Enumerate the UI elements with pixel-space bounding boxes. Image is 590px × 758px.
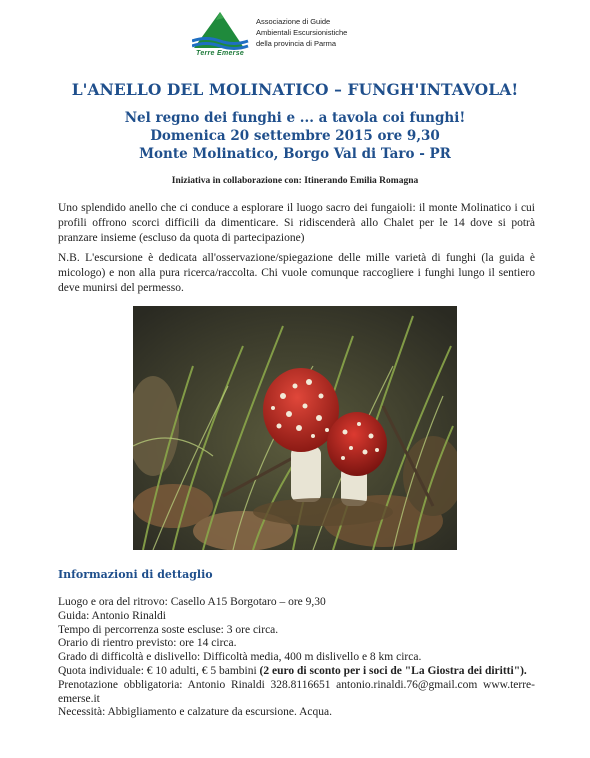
details-heading: Informazioni di dettaglio [58, 568, 213, 581]
logo-wordmark: Terre Emerse [196, 50, 245, 57]
detail-booking: Prenotazione obbligatoria: Antonio Rinaldi 328.8116651 antonio.rinaldi.76@gmail.com www.terre-emerse.it [58, 678, 535, 705]
event-location: Monte Molinatico, Borgo Val di Taro - PR [139, 146, 451, 162]
collaboration-note: Iniziativa in collaborazione con: Itinerando Emilia Romagna [171, 176, 419, 186]
detail-fee-amount: Quota individuale: € 10 adulti, € 5 bambini [58, 664, 260, 677]
detail-requirements: Necessità: Abbigliamento e calzature da escursione. Acqua. [58, 706, 332, 719]
detail-guide: Guida: Antonio Rinaldi [58, 609, 166, 622]
event-subtitle: Nel regno dei funghi e ... a tavola coi funghi! [124, 110, 466, 126]
header-logo-block [192, 8, 382, 64]
org-line-2: Ambientali Escursionistiche [256, 28, 348, 37]
organization-name [256, 16, 347, 49]
detail-fee-discount: (2 euro di sconto per i soci de "La Giostra dei diritti"). [259, 664, 527, 677]
detail-fee [58, 665, 535, 679]
detail-return-time: Orario di rientro previsto: ore 14 circa. [58, 637, 237, 650]
detail-difficulty: Grado di difficoltà e dislivello: Difficoltà media, 400 m dislivello e 8 km circa. [58, 651, 422, 664]
org-line-1: Associazione di Guide [256, 17, 331, 26]
mushroom-photo [133, 306, 457, 550]
event-date: Domenica 20 settembre 2015 ore 9,30 [150, 128, 440, 144]
terre-emerse-logo-icon [192, 8, 254, 54]
org-line-3: della provincia di Parma [256, 39, 337, 48]
detail-meeting-point: Luogo e ora del ritrovo: Casello A15 Borgotaro – ore 9,30 [58, 596, 326, 608]
description-paragraph: Uno splendido anello che ci conduce a esplorare il luogo sacro dei fungaioli: il monte Molinatico i cui profili offrono scorci difficili da dimenticare. Si ridiscenderà allo Chalet per le 14 dove si potrà pranzare insieme (escluso da quota di partecipazione) [58, 202, 535, 244]
event-title: L'ANELLO DEL MOLINATICO – FUNGH'INTAVOLA! [71, 80, 519, 99]
mushroom-illustration [133, 306, 457, 550]
details-list [58, 596, 535, 720]
note-paragraph: N.B. L'escursione è dedicata all'osservazione/spiegazione delle mille varietà di funghi (la guida è micologo) e non alla pura ricerca/raccolta. Chi vuole comunque raccogliere i funghi lungo il sentiero deve munirsi del permesso. [58, 252, 535, 294]
detail-duration: Tempo di percorrenza soste escluse: 3 ore circa. [58, 623, 279, 636]
